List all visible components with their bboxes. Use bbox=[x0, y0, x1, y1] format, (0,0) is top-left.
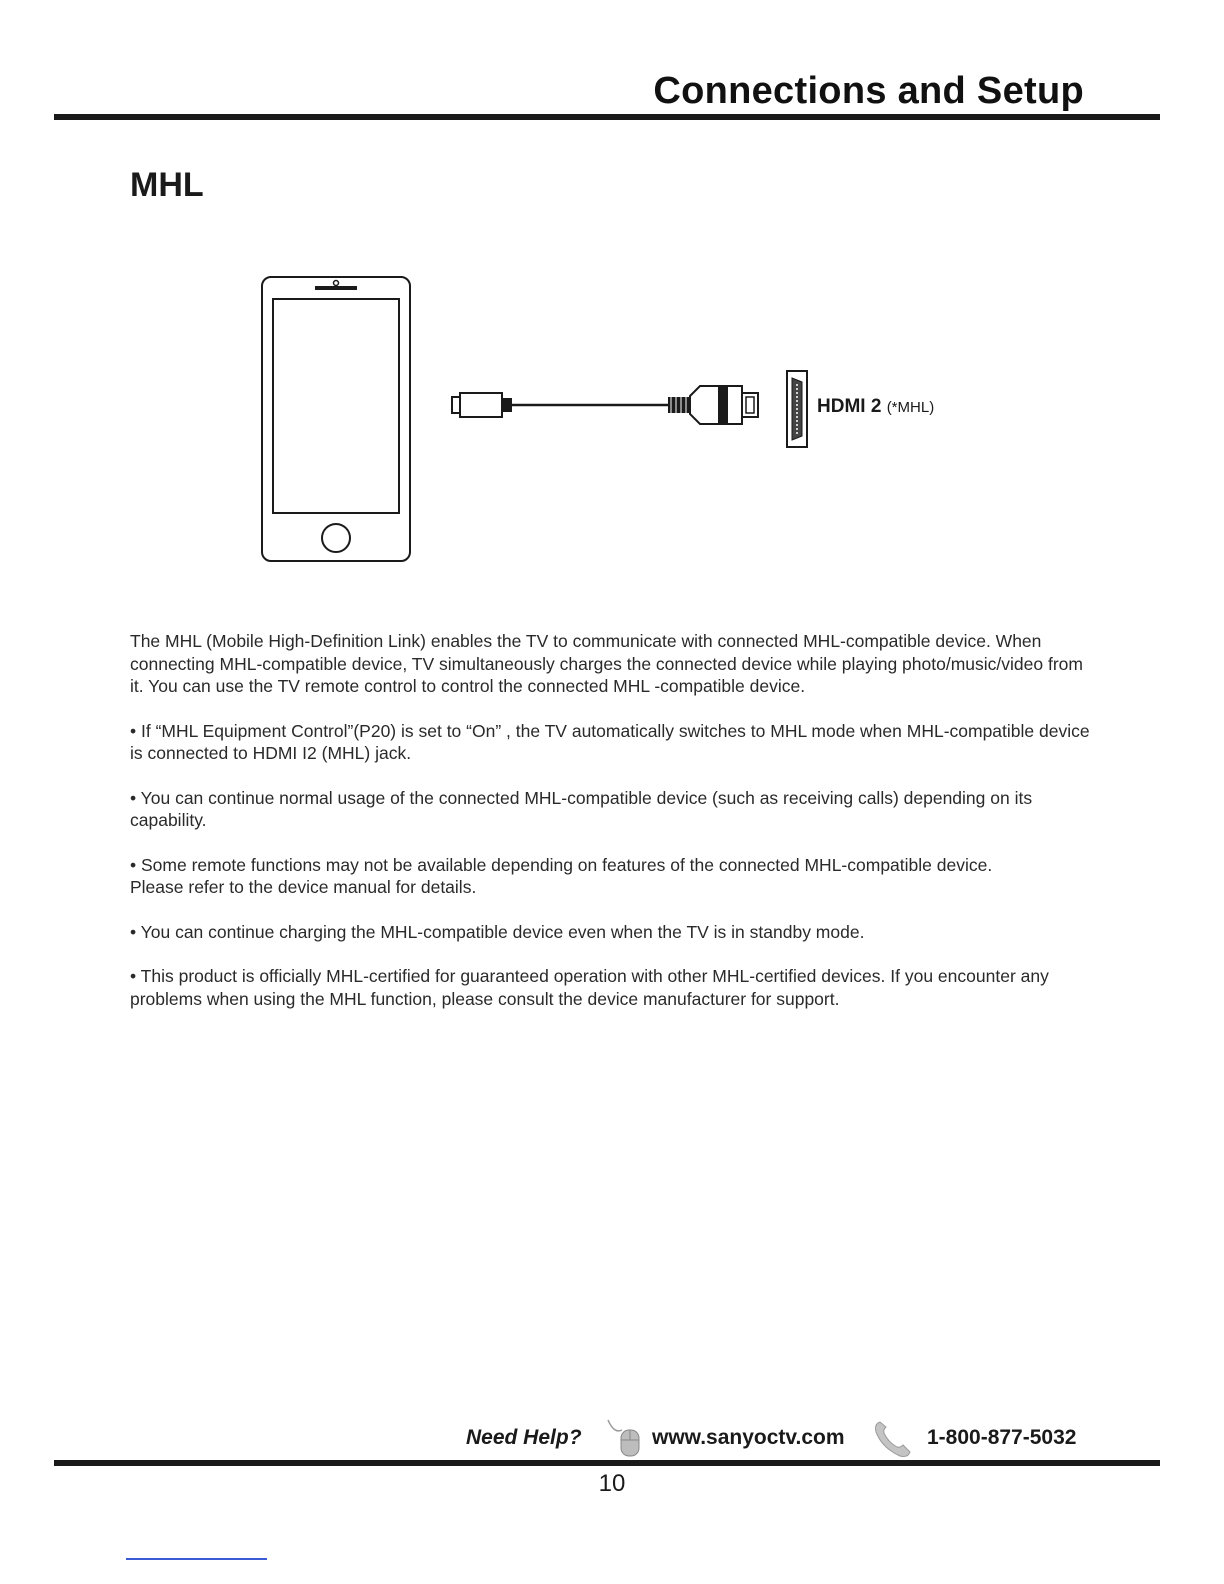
support-phone-number: 1-800-877-5032 bbox=[927, 1426, 1077, 1449]
smartphone-icon bbox=[262, 277, 410, 561]
bullet-remote-functions: • Some remote functions may not be available depending on features of the connected MHL-compatible device. bbox=[130, 854, 993, 875]
hdmi-port-name: HDMI 2 bbox=[817, 396, 882, 417]
description-text bbox=[130, 630, 1090, 1032]
need-help-label: Need Help? bbox=[466, 1426, 582, 1449]
mhl-note: (*MHL) bbox=[886, 399, 935, 416]
hdmi-port-label bbox=[817, 396, 934, 418]
refer-manual-line: Please refer to the device manual for details. bbox=[130, 877, 477, 897]
blue-underline-mark bbox=[126, 1558, 267, 1560]
intro-paragraph: The MHL (Mobile High-Definition Link) enables the TV to communicate with connected MHL-compatible device. When connecting MHL-compatible device, TV simultaneously charges the connected device while playing photo/music/video from it. You can use the TV remote control to control the connected MHL -compatible device. bbox=[130, 631, 1083, 696]
bullet-standby-charging: • You can continue charging the MHL-compatible device even when the TV is in standby mode. bbox=[130, 921, 865, 942]
footer-rule bbox=[54, 1460, 1160, 1466]
hdmi-port-icon bbox=[787, 371, 807, 447]
bullet-normal-usage: • You can continue normal usage of the connected MHL-compatible device (such as receiving calls) depending on its capability. bbox=[130, 787, 1033, 830]
mhl-connection-diagram bbox=[0, 0, 1224, 600]
page-header-title: Connections and Setup bbox=[653, 70, 1084, 112]
phone-icon bbox=[872, 1418, 914, 1460]
section-title: MHL bbox=[130, 166, 204, 204]
footer-help-bar bbox=[0, 1424, 1224, 1454]
page-number: 10 bbox=[598, 1470, 626, 1497]
mouse-icon bbox=[604, 1416, 644, 1458]
mhl-cable-icon bbox=[452, 386, 758, 424]
bullet-certification: • This product is officially MHL-certified for guaranteed operation with other MHL-certified devices. If you encounter any problems when using the MHL function, please consult the device manufacturer for support. bbox=[130, 966, 1049, 1009]
website-link[interactable]: www.sanyoctv.com bbox=[652, 1426, 845, 1449]
bullet-mhl-equipment-control: • If “MHL Equipment Control”(P20) is set to “On” , the TV automatically switches to MHL mode when MHL-compatible device is connected to HDMI I2 (MHL) jack. bbox=[130, 720, 1090, 763]
